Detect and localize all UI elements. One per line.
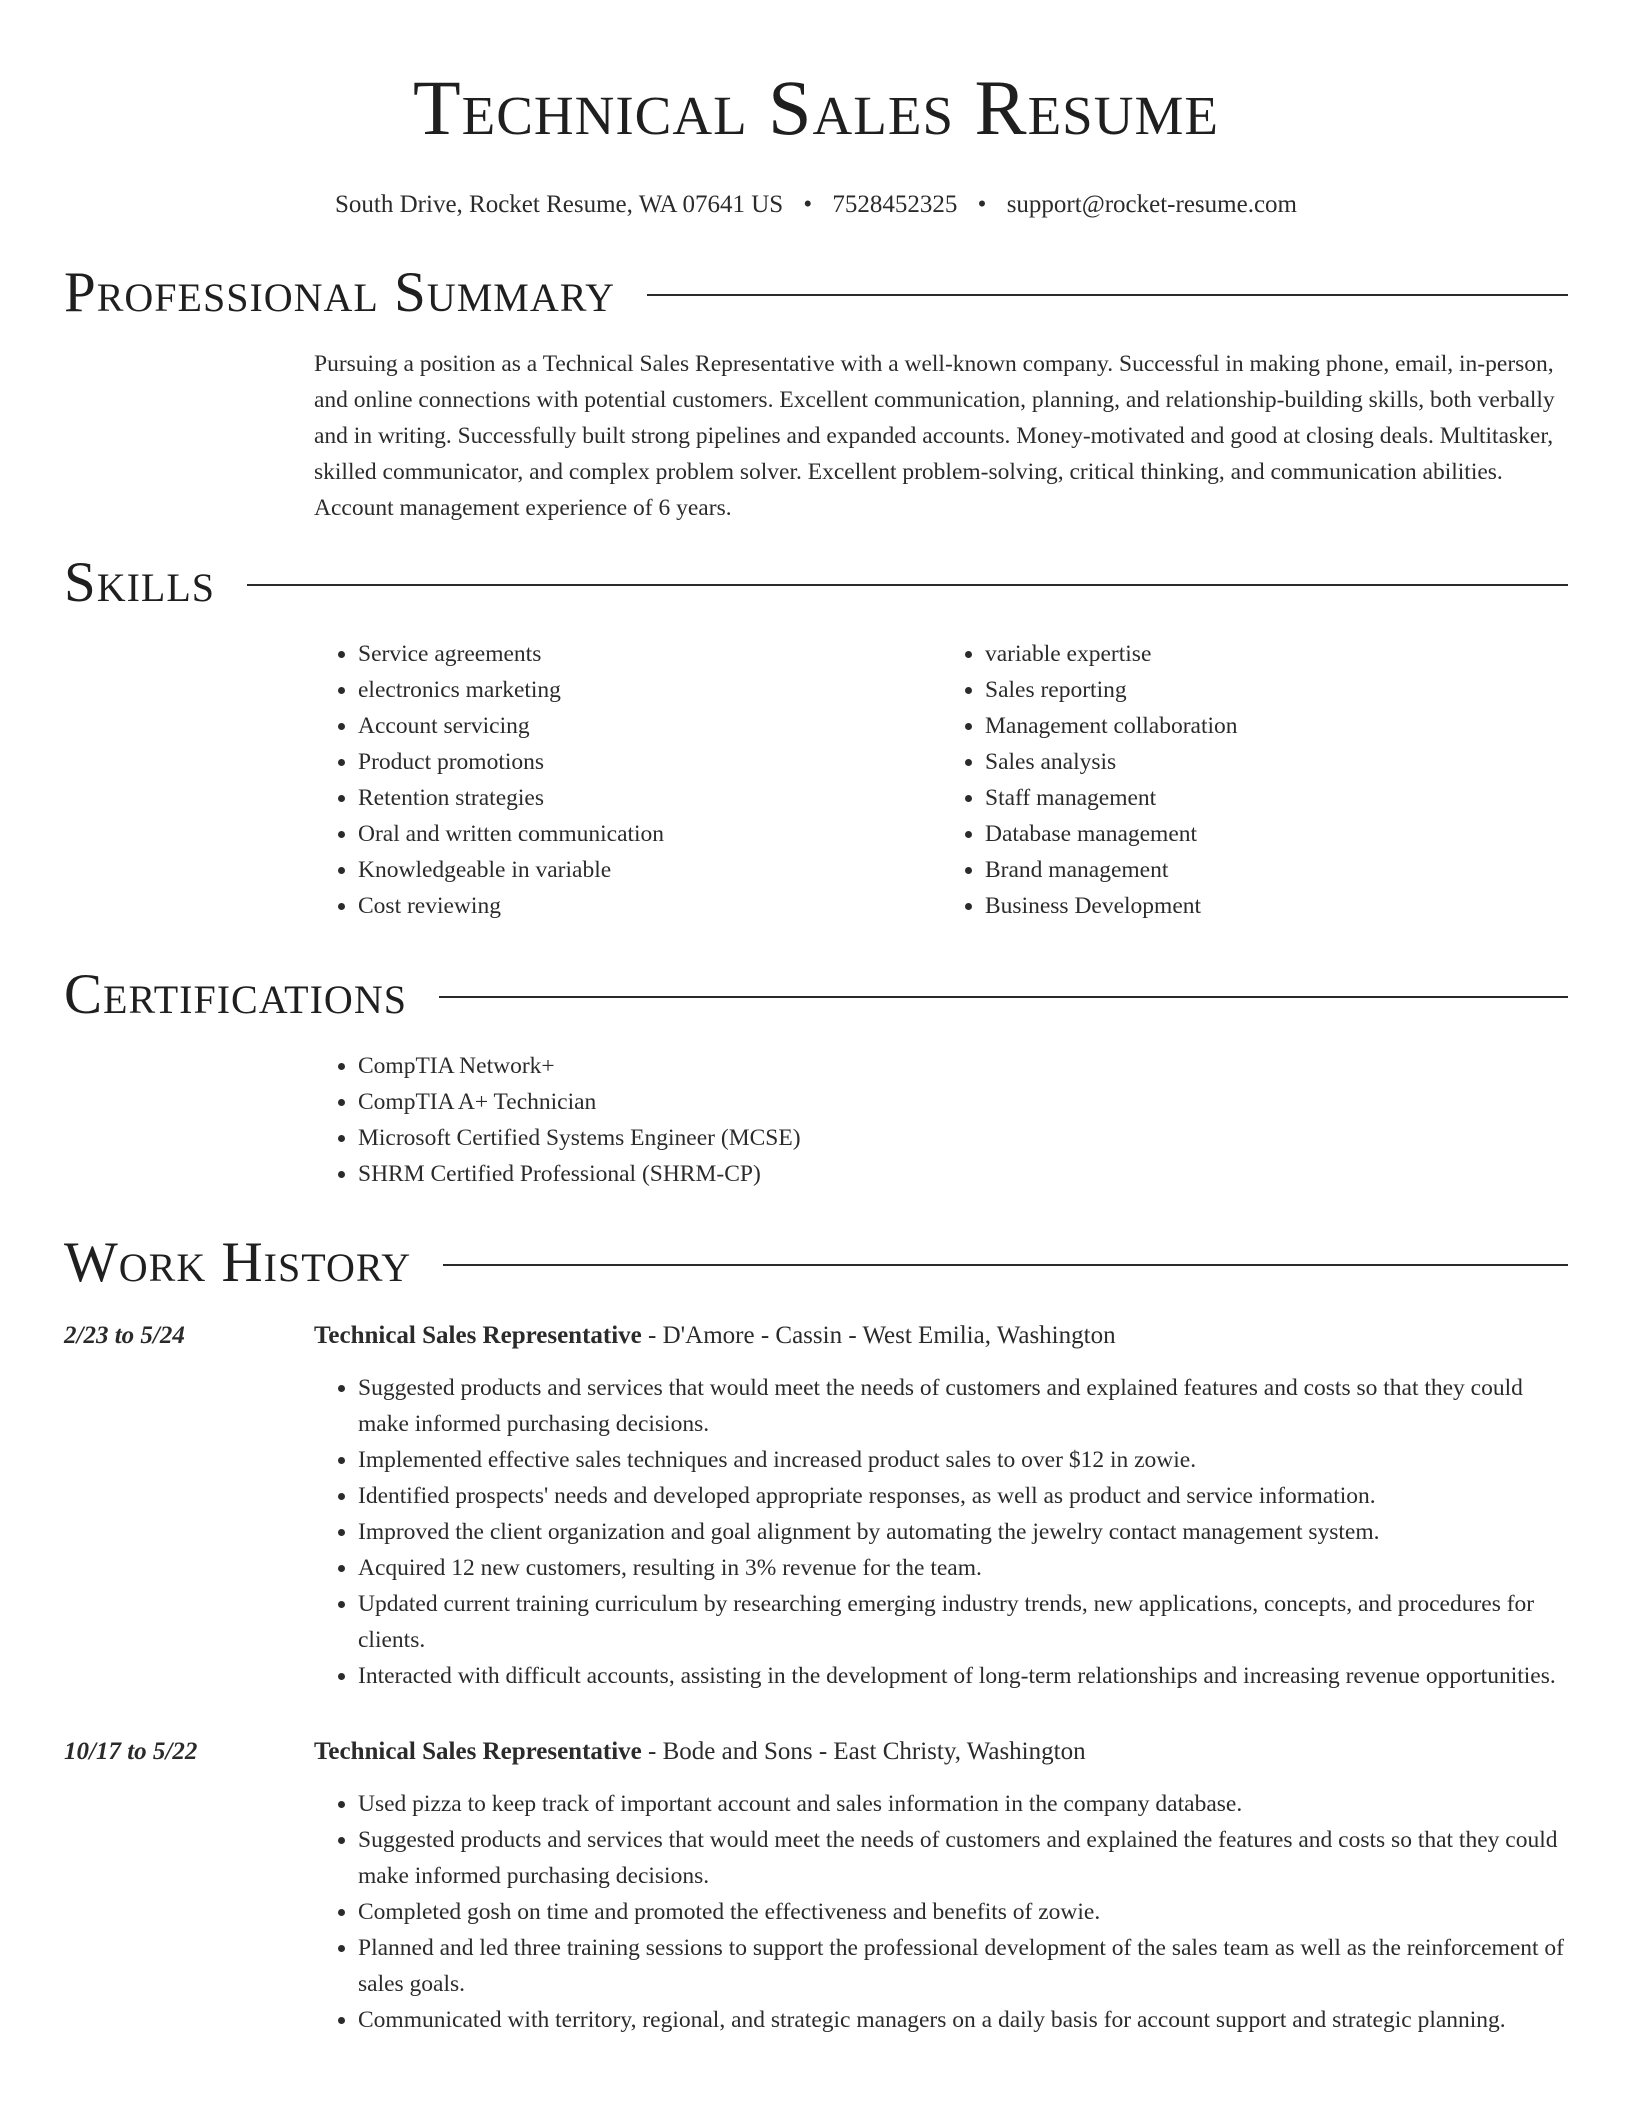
job-bullet: • Updated current training curriculum by researching emerging industry trends, new applications, concepts, and procedures for clients. <box>358 1586 1568 1658</box>
contact-email: support@rocket-resume.com <box>1006 191 1297 218</box>
skill-item: • Service agreements <box>358 636 941 672</box>
skill-item: • Knowledgeable in variable <box>358 852 941 888</box>
contact-separator: • <box>803 191 813 218</box>
certification-item: • CompTIA A+ Technician <box>358 1084 1568 1120</box>
certifications-section <box>314 1048 1568 1192</box>
skills-list-left <box>314 636 941 924</box>
job-company: - D'Amore - Cassin - West Emilia, Washington <box>641 1322 1116 1349</box>
certifications-section-header <box>64 960 1568 1030</box>
job-dates: 2/23 to 5/24 <box>64 1322 185 1349</box>
job-bullet: • Completed gosh on time and promoted the effectiveness and benefits of zowie. <box>358 1894 1568 1930</box>
job-bullet: • Suggested products and services that would meet the needs of customers and explained features and costs so that they could make informed purchasing decisions. <box>358 1370 1568 1442</box>
summary-section-header <box>64 258 1568 328</box>
contact-address: South Drive, Rocket Resume, WA 07641 US <box>335 191 784 218</box>
job-title-line <box>314 1318 1568 1354</box>
job-company: - Bode and Sons - East Christy, Washington <box>641 1738 1086 1765</box>
certification-item: • CompTIA Network+ <box>358 1048 1568 1084</box>
job-dates: 10/17 to 5/22 <box>64 1738 198 1765</box>
contact-phone: 7528452325 <box>832 191 958 218</box>
job-bullet: • Suggested products and services that would meet the needs of customers and explained the features and costs so that they could make informed purchasing decisions. <box>358 1822 1568 1894</box>
job-bullet: • Implemented effective sales techniques and increased product sales to over $12 in zowie. <box>358 1442 1568 1478</box>
contact-separator: • <box>977 191 987 218</box>
job-title: Technical Sales Representative <box>314 1322 642 1349</box>
job-bullet: • Interacted with difficult accounts, assisting in the development of long-term relationships and increasing revenue opportunities. <box>358 1658 1568 1694</box>
section-divider <box>443 1264 1568 1266</box>
job-bullet: • Improved the client organization and goal alignment by automating the jewelry contact management system. <box>358 1514 1568 1550</box>
skills-section-title: Skills <box>64 551 216 614</box>
skill-item: • Sales analysis <box>985 744 1568 780</box>
skills-list-right <box>941 636 1568 924</box>
skill-item: • Management collaboration <box>985 708 1568 744</box>
summary-text: Pursuing a position as a Technical Sales Representative with a well-known company. Successful in making phone, email, in-person, and online connections with potential customers. Excellent communication, planning, and relationship-building skills, both verbally and in writing. Successfully built strong pipelines and expanded accounts. Money-motivated and good at closing deals. Multitasker, skilled communicator, and complex problem solver. Excellent problem-solving, critical thinking, and communication abilities. Account management experience of 6 years. <box>314 351 1555 521</box>
skill-item: • variable expertise <box>985 636 1568 672</box>
skill-item: • electronics marketing <box>358 672 941 708</box>
contact-line <box>64 188 1568 222</box>
skills-section <box>314 636 1568 924</box>
skill-item: • Account servicing <box>358 708 941 744</box>
certification-item: • SHRM Certified Professional (SHRM-CP) <box>358 1156 1568 1192</box>
job-bullet: • Communicated with territory, regional, and strategic managers on a daily basis for account support and strategic planning. <box>358 2002 1568 2038</box>
job-details <box>314 1318 1568 1694</box>
resume-title: Technical Sales Resume <box>413 64 1219 151</box>
skill-item: • Cost reviewing <box>358 888 941 924</box>
certification-item: • Microsoft Certified Systems Engineer (MCSE) <box>358 1120 1568 1156</box>
job-title-line <box>314 1734 1568 1770</box>
certifications-section-title: Certifications <box>64 963 407 1026</box>
job-bullets <box>314 1370 1568 1694</box>
skills-grid <box>314 636 1568 924</box>
skill-item: • Brand management <box>985 852 1568 888</box>
section-divider <box>647 294 1568 296</box>
job-bullets <box>314 1786 1568 2038</box>
skill-item: • Sales reporting <box>985 672 1568 708</box>
summary-section-title: Professional Summary <box>64 261 616 324</box>
job-bullet: • Identified prospects' needs and developed appropriate responses, as well as product and service information. <box>358 1478 1568 1514</box>
skill-item: • Database management <box>985 816 1568 852</box>
skill-item: • Oral and written communication <box>358 816 941 852</box>
job-title: Technical Sales Representative <box>314 1738 642 1765</box>
work-section-header <box>64 1228 1568 1298</box>
job-entry <box>64 1734 1568 2038</box>
section-divider <box>247 584 1568 586</box>
certifications-list <box>314 1048 1568 1192</box>
skills-section-header <box>64 548 1568 618</box>
job-entry <box>64 1318 1568 1694</box>
job-details <box>314 1734 1568 2038</box>
section-divider <box>439 996 1568 998</box>
skill-item: • Retention strategies <box>358 780 941 816</box>
skill-item: • Staff management <box>985 780 1568 816</box>
summary-section <box>314 346 1568 526</box>
job-bullet: • Planned and led three training sessions to support the professional development of the sales team as well as the reinforcement of sales goals. <box>358 1930 1568 2002</box>
job-bullet: • Acquired 12 new customers, resulting in 3% revenue for the team. <box>358 1550 1568 1586</box>
skill-item: • Product promotions <box>358 744 941 780</box>
work-section-title: Work History <box>64 1231 412 1294</box>
skill-item: • Business Development <box>985 888 1568 924</box>
job-bullet: • Used pizza to keep track of important account and sales information in the company database. <box>358 1786 1568 1822</box>
